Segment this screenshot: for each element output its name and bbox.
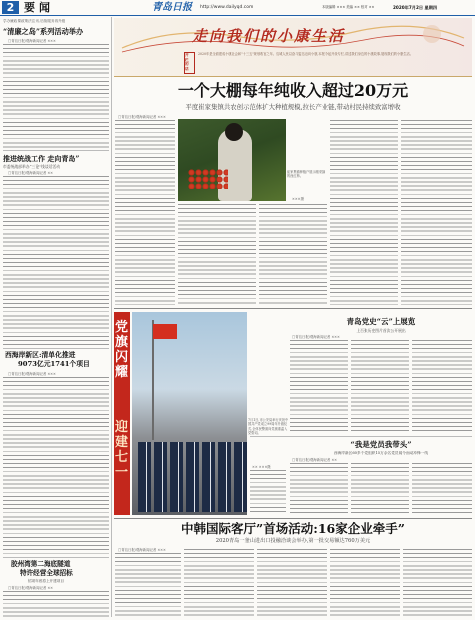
- quote-title: “我是党员我带头”: [350, 440, 412, 449]
- brand-logo: 青岛日报: [152, 2, 192, 13]
- mid-title: 青岛党史“云”上展览: [346, 317, 416, 326]
- photo-credit: ×××摄: [292, 197, 304, 201]
- mid-subtitle: 上百张历史图片首次公开展出: [356, 328, 406, 333]
- story4-body: [3, 591, 109, 617]
- mid-body-col2: [351, 340, 409, 432]
- quote-body-col2: [290, 463, 348, 514]
- mid-byline: □青岛日报/观海新闻记者 ×××: [292, 335, 340, 339]
- bottom-body-col2: [184, 549, 254, 617]
- quote-body-col1: [250, 470, 286, 514]
- parade-caption: 7月1日,市公安局举行庆祝中国共产党成立99周年升旗仪式,全体民警面向党旗重温入党誓词。: [248, 418, 289, 435]
- main-byline: □青岛日报/观海新闻记者 ×××: [118, 115, 166, 119]
- photo-caption: 崔家集镇种植户展示刚采摘的西红柿。: [287, 170, 326, 179]
- banner: [114, 18, 472, 77]
- story2-body: [3, 176, 109, 346]
- banner-intro: 2020年是全面建成小康社会和"十三五"规划收官之年。岛城人民以奋斗姿态迈向小康,本报今起开设专栏,讲述我们身边的小康故事,展现我们的小康生活。: [198, 52, 413, 56]
- section-name: 要闻: [24, 1, 54, 14]
- main-body-col4: [330, 120, 398, 305]
- flag: [153, 324, 177, 339]
- main-body-col3: [259, 204, 327, 305]
- story4-byline: □青岛日报/观海新闻记者 ××: [8, 586, 54, 590]
- bottom-body-col3: [257, 549, 327, 617]
- photo-head: [225, 123, 243, 141]
- story1-title: “清廉之岛”系列活动举办: [3, 27, 84, 36]
- page-number: 2: [6, 1, 15, 14]
- bottom-body-col1: [115, 553, 181, 617]
- main-body-col2: [178, 204, 256, 305]
- story2-subtitle: 市委统战部举办“三论”线谈话活动: [3, 164, 61, 169]
- bottom-body-col4: [330, 549, 400, 617]
- story2-byline: □青岛日报/观海新闻记者 ××: [8, 171, 54, 175]
- story3-byline: □青岛日报/观海新闻记者 ×××: [8, 372, 56, 376]
- story1-byline: □青岛日报/观海新闻记者 ×××: [8, 39, 56, 43]
- main-subtitle: 平度崔家集镇共农创示范体扩大种植规模,拉长产业链,带动村民持续致富增收: [185, 103, 401, 111]
- editor-line: 本版编辑 ××× 美编 ×× 校对 ××: [322, 5, 375, 9]
- edition-date: 2020年7月2日 星期四: [393, 5, 438, 10]
- bottom-subtitle: 2020青岛一釜山进出口投融洽谈会举办,第一批交易额达760万美元: [215, 538, 371, 544]
- quote-body-col4: [412, 463, 472, 514]
- red-title2: 迎建七一: [115, 420, 129, 480]
- banner-title: 走向我们的小康生活: [192, 27, 346, 45]
- story1-body: [3, 44, 109, 148]
- parade-photo: [132, 312, 247, 515]
- main-title: 一个大棚每年纯收入超过20万元: [177, 81, 409, 100]
- bottom-title: 中韩国际客厅”首场活动:16家企业牵手”: [181, 521, 405, 536]
- quote-byline: □青岛日报/观海新闻记者 ××: [292, 458, 338, 462]
- parade-credit: ×× ×××摄: [252, 465, 271, 469]
- banner-side-label: 开栏的话: [185, 53, 189, 71]
- website-url: http://www.dailyqd.com: [200, 5, 254, 10]
- story3-title2: 9073亿元1741个项目: [18, 360, 90, 368]
- story4-title: 胶州湾第二海底隧道: [11, 560, 71, 568]
- mid-body-col1: [290, 340, 348, 432]
- mid-body-col3: [412, 340, 472, 432]
- story3-body: [3, 377, 109, 555]
- red-title1: 党旗闪耀: [115, 320, 129, 380]
- story4-title2: 特许经营全球招标: [20, 569, 73, 577]
- story2-title: 推进统战工作 走向青岛”: [3, 154, 80, 163]
- main-body-col5: [401, 120, 472, 305]
- quote-body-col3: [351, 463, 409, 514]
- bottom-body-col5: [403, 549, 472, 617]
- main-body-col1: [115, 120, 175, 305]
- parade-officers: [138, 442, 247, 512]
- story3-title: 西海岸新区:清单化推进: [5, 351, 76, 359]
- quote-subtitle: 西海岸新区60多个党组织15万余名党员闻令而动冲锋一线: [333, 451, 429, 455]
- main-photo: [178, 119, 286, 201]
- story4-subtitle: 招项年底将上开建项目: [28, 579, 64, 583]
- photo-tomatoes: [188, 169, 228, 189]
- top-brief: 学办廉政课政策法注讯,后续服务再升级: [3, 19, 66, 23]
- masthead: [0, 0, 475, 16]
- bottom-byline: □青岛日报/观海新闻记者 ×××: [118, 548, 166, 552]
